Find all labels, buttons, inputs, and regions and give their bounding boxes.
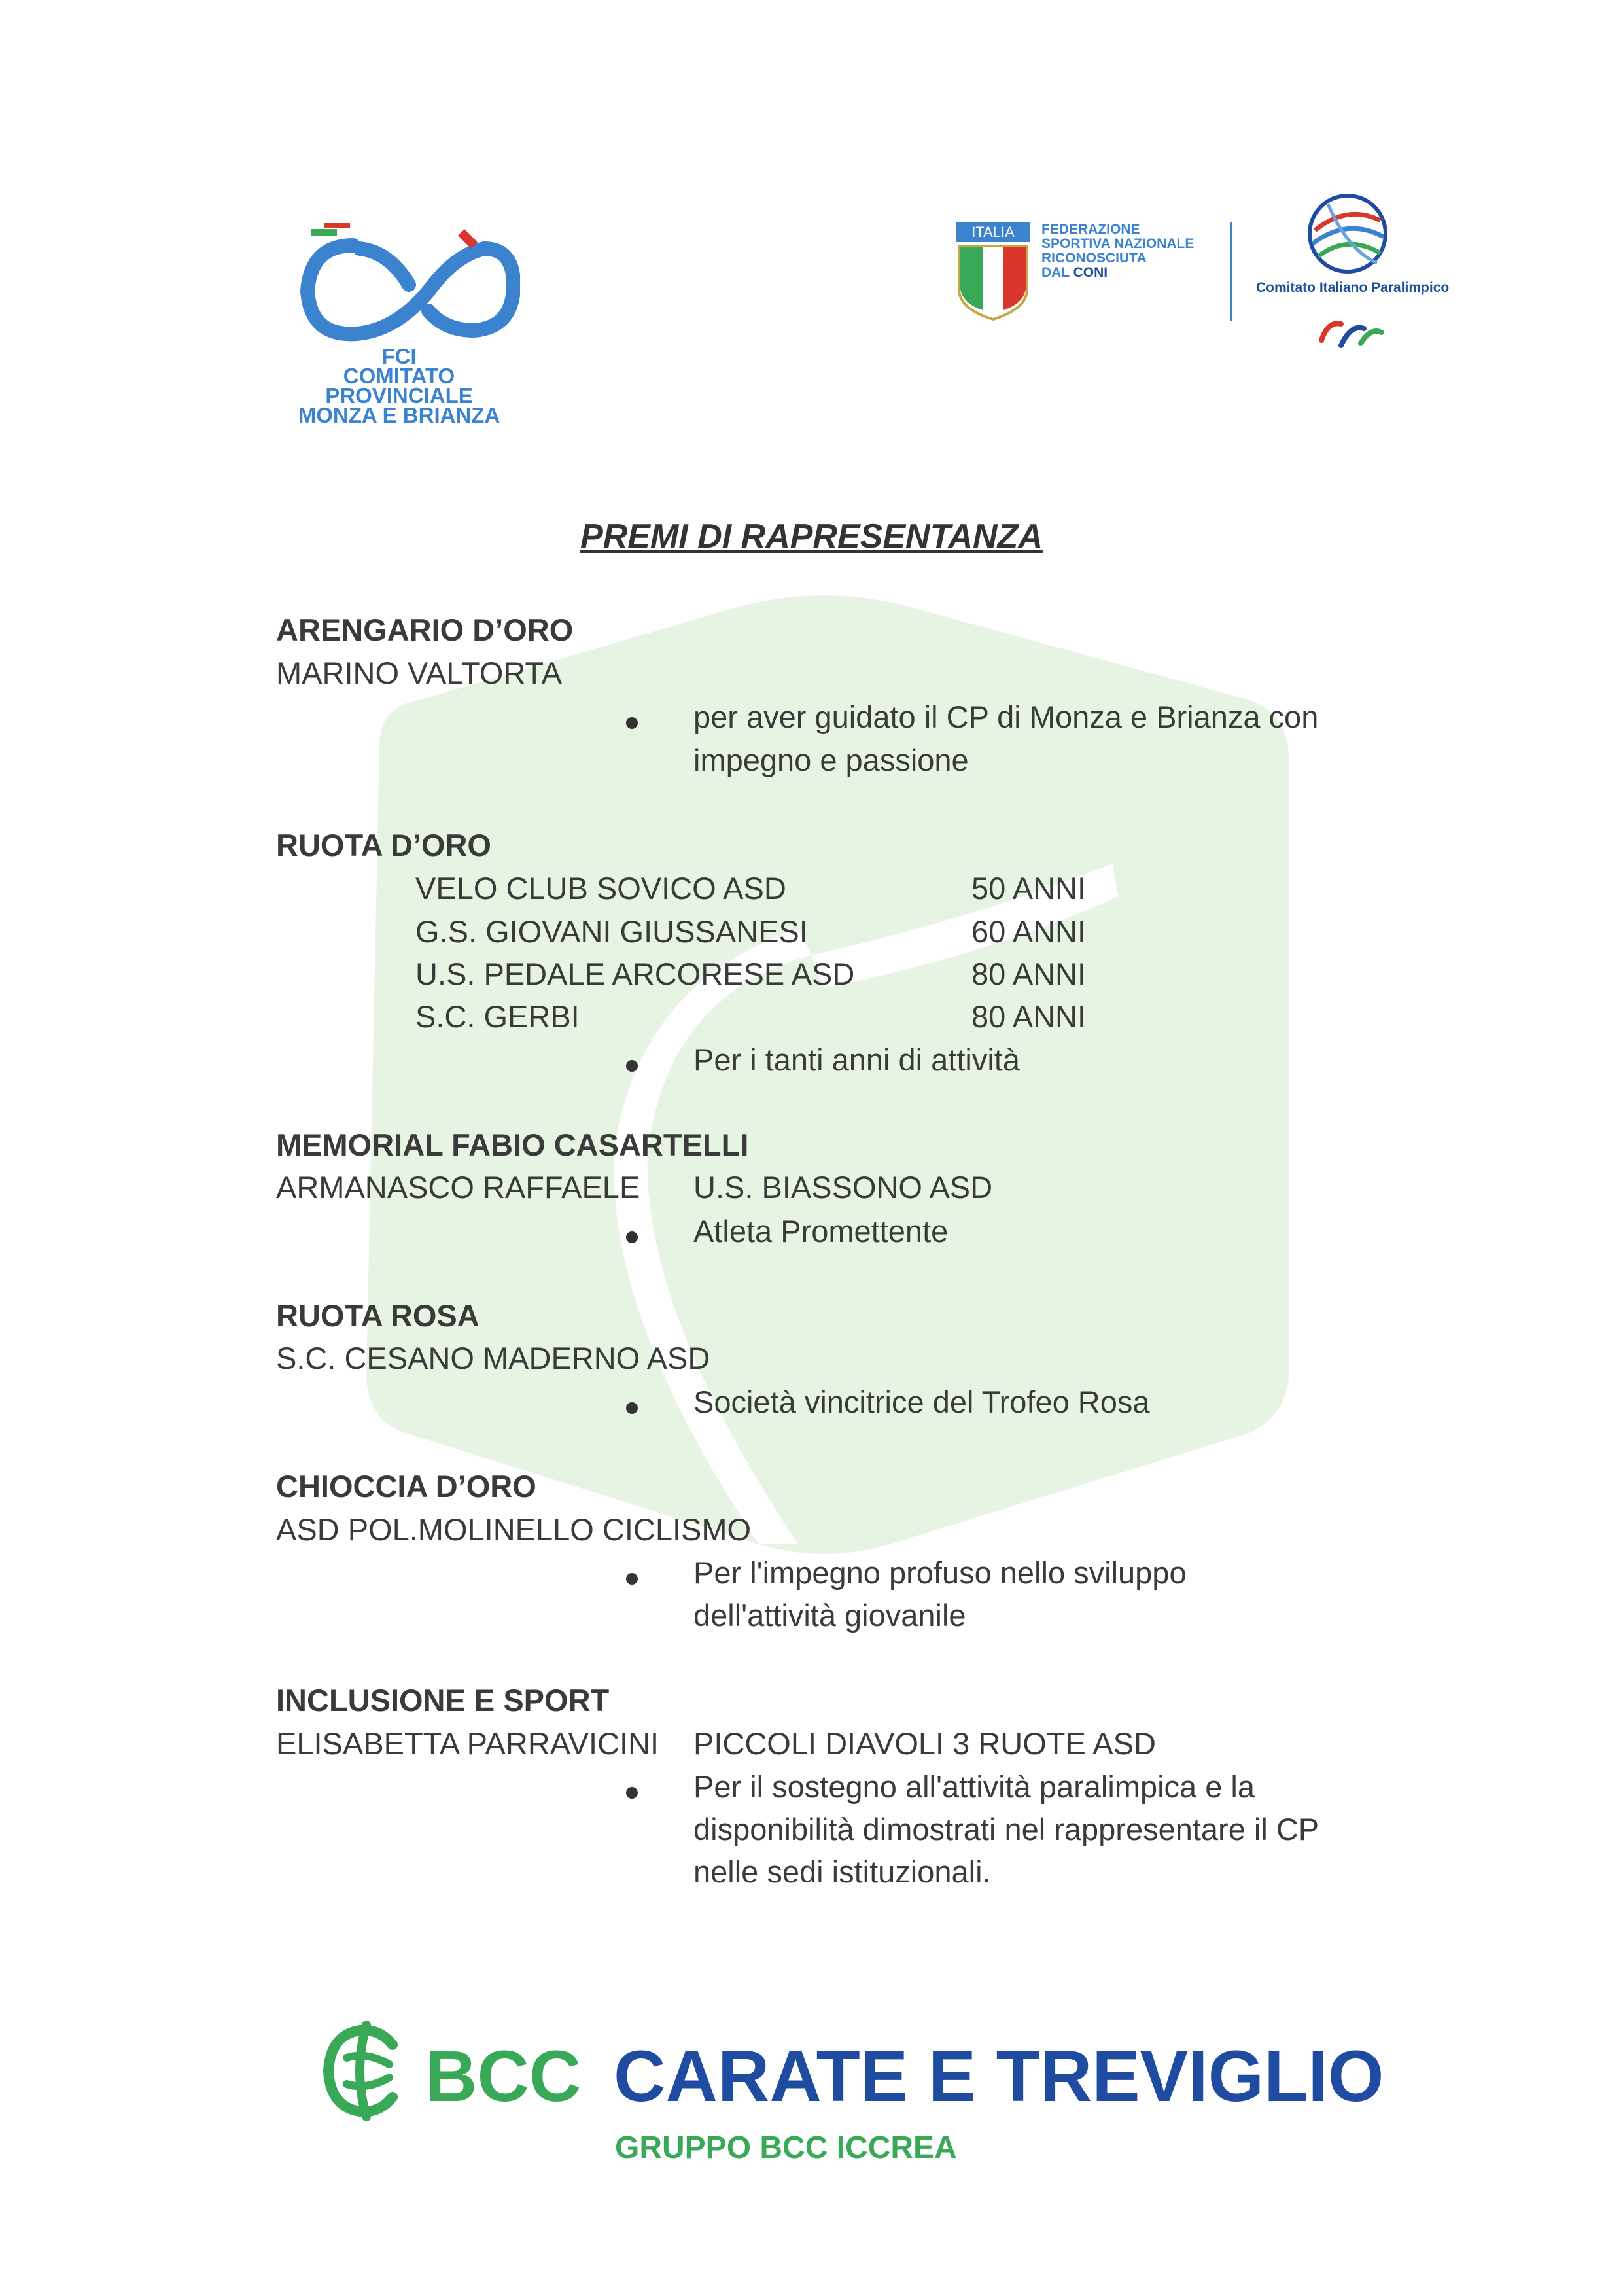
memorial-heading: MEMORIAL FABIO CASARTELLI xyxy=(276,1127,749,1162)
ruota-oro-club: G.S. GIOVANI GIUSSANESI xyxy=(415,914,808,949)
ruota-oro-club: VELO CLUB SOVICO ASD xyxy=(415,871,786,906)
ruota-rosa-heading: RUOTA ROSA xyxy=(276,1298,480,1333)
bullet-icon xyxy=(626,1060,638,1072)
paralimpico-label: Comitato Italiano Paralimpico xyxy=(1256,280,1450,295)
inclusione-club: PICCOLI DIAVOLI 3 RUOTE ASD xyxy=(693,1726,1156,1761)
chioccia-heading: CHIOCCIA D’ORO xyxy=(276,1469,536,1504)
inclusione-note: Per il sostegno all'attività paralimpica e la xyxy=(693,1769,1255,1804)
arengario-name: MARINO VALTORTA xyxy=(276,656,562,690)
inclusione-name: ELISABETTA PARRAVICINI xyxy=(276,1726,659,1761)
arengario-note: impegno e passione xyxy=(693,743,969,777)
bcc-wordmark: BCC xyxy=(425,2036,582,2117)
ruota-oro-years: 50 ANNI xyxy=(971,871,1087,906)
page-title: PREMI DI RAPRESENTANZA xyxy=(580,518,1043,556)
fci-logo-line: PROVINCIALE xyxy=(325,383,473,408)
federazione-text xyxy=(1041,222,1194,280)
inclusione-note: disponibilità dimostrati nel rappresentare il CP xyxy=(693,1812,1319,1846)
ruota-oro-club: S.C. GERBI xyxy=(415,999,580,1034)
bullet-icon xyxy=(626,1402,638,1414)
bank-name: CARATE E TREVIGLIO xyxy=(614,2036,1384,2117)
italia-badge xyxy=(956,222,1030,321)
agitos-icon xyxy=(1315,314,1387,353)
ruota-oro-years: 80 ANNI xyxy=(971,957,1087,991)
federazione-line xyxy=(1041,266,1194,280)
coni-text: CONI xyxy=(1073,265,1108,280)
arengario-heading: ARENGARIO D’ORO xyxy=(276,612,574,647)
arengario-note: per aver guidato il CP di Monza e Brianza con xyxy=(693,699,1319,734)
ruota-rosa-name: S.C. CESANO MADERNO ASD xyxy=(276,1341,710,1375)
ruota-oro-years: 60 ANNI xyxy=(971,914,1087,949)
dal-text: DAL xyxy=(1041,265,1073,280)
fci-logo-line: MONZA E BRIANZA xyxy=(298,403,500,427)
fci-logo-text xyxy=(262,344,536,427)
bullet-icon xyxy=(626,717,638,729)
chioccia-name: ASD POL.MOLINELLO CICLISMO xyxy=(276,1512,752,1547)
chioccia-note: dell'attività giovanile xyxy=(693,1598,966,1633)
memorial-note: Atleta Promettente xyxy=(693,1214,949,1248)
ruota-oro-years: 80 ANNI xyxy=(971,999,1087,1034)
inclusione-note: nelle sedi istituzionali. xyxy=(693,1854,991,1889)
bullet-icon xyxy=(626,1787,638,1799)
ruota-oro-note: Per i tanti anni di attività xyxy=(693,1042,1020,1077)
memorial-club: U.S. BIASSONO ASD xyxy=(693,1170,993,1205)
fci-logo-line: FCI xyxy=(381,344,417,368)
ruota-oro-heading: RUOTA D’ORO xyxy=(276,828,491,862)
bullet-icon xyxy=(626,1573,638,1585)
chioccia-note: Per l'impegno profuso nello sviluppo xyxy=(693,1555,1187,1590)
inclusione-heading: INCLUSIONE E SPORT xyxy=(276,1683,610,1718)
bullet-icon xyxy=(626,1231,638,1243)
logo-divider xyxy=(1230,222,1232,321)
federazione-line: FEDERAZIONE xyxy=(1041,222,1140,237)
paralympic-globe-icon xyxy=(1305,191,1390,276)
fci-logo-line: COMITATO xyxy=(343,364,455,388)
bcc-logo-icon xyxy=(321,2019,412,2123)
ruota-oro-club: U.S. PEDALE ARCORESE ASD xyxy=(415,957,855,991)
federazione-line: RICONOSCIUTA xyxy=(1041,251,1147,266)
italian-flag-shield-icon xyxy=(956,243,1030,321)
ruota-rosa-note: Società vincitrice del Trofeo Rosa xyxy=(693,1385,1150,1419)
federazione-line: SPORTIVA NAZIONALE xyxy=(1041,236,1195,251)
fci-cycling-logo-icon xyxy=(298,219,520,350)
bank-group: GRUPPO BCC ICCREA xyxy=(615,2130,957,2165)
memorial-name: ARMANASCO RAFFAELE xyxy=(276,1170,640,1205)
italia-badge-text: ITALIA xyxy=(956,222,1030,242)
